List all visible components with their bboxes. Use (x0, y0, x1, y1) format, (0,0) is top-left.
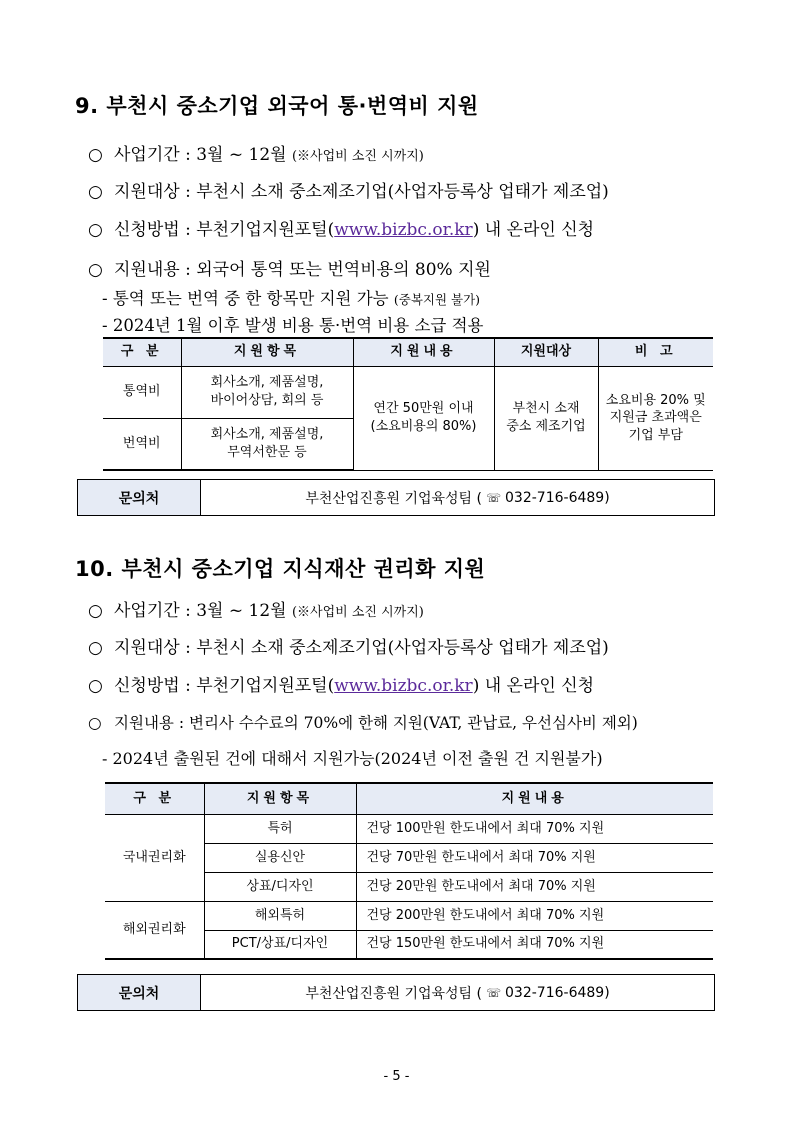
s9-content-line: 연간 50만원 이내 (373, 401, 474, 417)
s9-cell-remark (598, 366, 713, 470)
s9-cell-item-line: 회사소개, 제품설명, (210, 427, 324, 443)
s9-contact-box (77, 479, 715, 516)
s10-apply-prefix: 신청방법 : 부천기업지원포털( (114, 676, 335, 696)
contact-label: 문의처 (78, 480, 201, 515)
s10-apply-suffix: ) 내 온라인 신청 (472, 676, 595, 696)
s10-content-text: 지원내용 : 변리사 수수료의 70%에 한해 지원(VAT, 관납료, 우선심사비 제외) (114, 714, 638, 732)
s10-th-category: 구 분 (105, 783, 204, 814)
contact-label: 문의처 (78, 975, 201, 1010)
s9-period (88, 140, 424, 165)
s10-sub1: - 2024년 출원된 건에 대해서 지원가능(2024년 이전 출원 건 지원불가) (102, 749, 603, 768)
bullet-icon: ○ (88, 260, 103, 280)
s9-apply-prefix: 신청방법 : 부천기업지원포털( (114, 220, 335, 240)
phone-icon: ☏ (486, 490, 502, 505)
contact-phone: 032-716-6489) (505, 489, 610, 506)
s10-cell-content: 건당 70만원 한도내에서 최대 70% 지원 (356, 843, 713, 872)
s9-target-line: 중소 제조기업 (506, 419, 586, 434)
s9-target-text: 지원대상 : 부천시 소재 중소제조기업(사업자등록상 업태가 제조업) (114, 182, 609, 202)
s9-sub2: - 2024년 1월 이후 발생 비용 통·번역 비용 소급 적용 (102, 316, 484, 335)
s9-period-label: 사업기간 : 3월 ~ 12월 (114, 145, 287, 165)
bullet-icon: ○ (88, 601, 103, 621)
s9-sub1-note: (중복지원 불가) (393, 292, 481, 307)
s10-cell-item: 특허 (204, 814, 356, 843)
s10-th-item: 지원항목 (204, 783, 356, 814)
bullet-icon: ○ (88, 182, 103, 202)
s10-content (88, 711, 638, 733)
s10-portal-link[interactable]: www.bizbc.or.kr (334, 676, 473, 696)
s10-cell-category: 국내권리화 (105, 814, 204, 901)
s10-cell-category: 해외권리화 (105, 901, 204, 959)
s9-apply (88, 215, 594, 240)
s10-target (88, 633, 609, 658)
s9-cell-category: 번역비 (103, 418, 181, 470)
s9-th-item: 지원항목 (181, 338, 353, 366)
s10-period-note: (※사업비 소진 시까지) (291, 605, 424, 620)
s9-content-line: (소요비용의 80%) (370, 419, 477, 434)
s10-apply (88, 671, 594, 696)
contact-value (201, 975, 714, 1010)
s10-period (88, 596, 424, 621)
s10-target-text: 지원대상 : 부천시 소재 중소제조기업(사업자등록상 업태가 제조업) (114, 638, 609, 658)
s9-th-content: 지원내용 (353, 338, 494, 366)
s9-th-remark: 비 고 (598, 338, 713, 366)
section-9-title: 9. 부천시 중소기업 외국어 통·번역비 지원 (75, 94, 479, 118)
s10-th-content: 지원내용 (356, 783, 713, 814)
s9-th-category: 구 분 (103, 338, 181, 366)
s9-cell-item (181, 418, 353, 470)
s10-cell-item: 실용신안 (204, 843, 356, 872)
contact-org: 부천산업진흥원 기업육성팀 ( (305, 985, 482, 1002)
s10-cell-content: 건당 150만원 한도내에서 최대 70% 지원 (356, 930, 713, 959)
s10-cell-item: 상표/디자인 (204, 872, 356, 901)
s10-cell-item: 해외특허 (204, 901, 356, 930)
s9-content (88, 255, 491, 280)
bullet-icon: ○ (88, 676, 103, 696)
s10-cell-content: 건당 100만원 한도내에서 최대 70% 지원 (356, 814, 713, 843)
section-10-title: 10. 부천시 중소기업 지식재산 권리화 지원 (75, 557, 486, 581)
s9-remark-line: 지원금 초과액은 (609, 410, 702, 426)
s10-period-label: 사업기간 : 3월 ~ 12월 (114, 601, 287, 621)
s9-cell-content (353, 366, 494, 470)
s9-remark-line: 소요비용 20% 및 (605, 392, 706, 408)
s9-cell-item (181, 366, 353, 418)
s9-support-table (103, 337, 713, 471)
s9-cell-item-line: 바이어상담, 회의 등 (210, 393, 324, 408)
s10-contact-box (77, 974, 715, 1011)
s9-period-note: (※사업비 소진 시까지) (291, 149, 424, 164)
s10-cell-content: 건당 20만원 한도내에서 최대 70% 지원 (356, 872, 713, 901)
s10-support-table (105, 782, 713, 960)
s9-cell-item-line: 무역서한문 등 (227, 444, 307, 460)
contact-phone: 032-716-6489) (505, 984, 610, 1001)
s9-apply-suffix: ) 내 온라인 신청 (472, 220, 595, 240)
contact-value (201, 480, 714, 515)
s9-cell-target (494, 366, 598, 470)
contact-org: 부천산업진흥원 기업육성팀 ( (305, 490, 482, 507)
bullet-icon: ○ (88, 714, 102, 732)
bullet-icon: ○ (88, 145, 103, 165)
s10-cell-item: PCT/상표/디자인 (204, 930, 356, 959)
bullet-icon: ○ (88, 220, 103, 240)
s9-sub1-main: - 통역 또는 번역 중 한 항목만 지원 가능 (102, 289, 389, 308)
s9-content-text: 지원내용 : 외국어 통역 또는 번역비용의 80% 지원 (114, 260, 491, 280)
s9-th-target: 지원대상 (494, 338, 598, 366)
s9-target (88, 177, 609, 202)
page-number: - 5 - (383, 1069, 410, 1084)
s9-sub1 (102, 285, 480, 309)
phone-icon: ☏ (486, 985, 502, 1000)
s9-remark-line: 기업 부담 (628, 427, 683, 443)
s9-cell-category: 통역비 (103, 366, 181, 418)
s9-portal-link[interactable]: www.bizbc.or.kr (334, 220, 473, 240)
s9-target-line: 부천시 소재 (512, 401, 580, 417)
s10-cell-content: 건당 200만원 한도내에서 최대 70% 지원 (356, 901, 713, 930)
s9-cell-item-line: 회사소개, 제품설명, (210, 375, 324, 391)
bullet-icon: ○ (88, 638, 103, 658)
